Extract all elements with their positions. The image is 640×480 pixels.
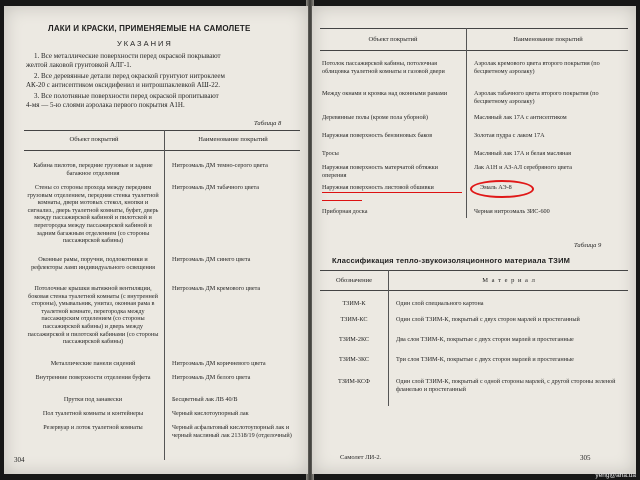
table-rule [24, 130, 300, 131]
table-cell-coating: Масляный лак 17А и белая масляная [474, 150, 571, 157]
table-cell-object: Потолок пассажирской кабины, потолочная облицовка туалетной комнаты и газовой двери [322, 60, 445, 75]
instruction-line: желтой лаковой грунтовкой АЛГ-1. [26, 61, 132, 69]
table-rule [24, 150, 300, 151]
table-cell-object: Наружная поверхность листовой обшивки [322, 184, 434, 191]
table-title: Классификация тепло-звукоизоляционного материала ТЗИМ [332, 256, 571, 265]
table-column-divider [388, 270, 389, 406]
instruction-line: 3. Все полотняные поверхности перед окраской пропитывают [34, 92, 219, 100]
red-underline [322, 200, 362, 201]
page-number: 305 [580, 454, 591, 462]
right-page [312, 6, 636, 474]
section-heading: УКАЗАНИЯ [117, 39, 173, 48]
table-cell-material: Два слоя ТЗИМ-К, покрытые с двух сторон марлей и простеганные [396, 336, 574, 343]
table-cell-coating: Черный асфальтовый кислотоупорный лак и черный масляный лак 21318/19 (отделочный) [172, 424, 292, 439]
table-rule [320, 28, 628, 29]
table-cell-coating: Лак А1Н и АЗ-АЛ серебряного цвета [474, 164, 573, 171]
table-cell-material: Один слой ТЗИМ-К, покрытый с двух сторон марлей и простеганный [396, 316, 580, 323]
table-cell-coating: Бесцветный лак ЛВ 40/В [172, 396, 238, 403]
table-cell-coating: Нитроэмаль ДМ белого цвета [172, 374, 251, 381]
table-cell-coating: Аэролак кремового цвета второго покрытия (по бесцветному аэролаку) [474, 60, 600, 75]
table-label: Таблица 8 [254, 120, 282, 127]
instruction-line: 2. Все деревянные детали перед окраской грунтуют нитроклеем [34, 72, 225, 80]
table-cell-coating: Черная нитроэмаль ЗИС-600 [474, 208, 550, 215]
table-cell-object: Стены со стороны прохода между передним грузовым отделением, передняя стенка туалетной комнаты, двери мотовых стекол, кнопки и сигнализ., дверь туалетной комнаты, буфет, дверь между пассажирской кабиной и пилотской и перегородка между пассажирской кабиной и задним багажным отделением (со стороны пассажирской кабины) [27, 184, 159, 245]
table-cell-coating: Масляный лак 17А с антисептиком [474, 114, 567, 121]
table-cell-material: Один слой ТЗИМ-К, покрытый с одной стороны марлей, с другой стороны зеленой фланелью и простеганный [396, 378, 616, 393]
red-underline [322, 192, 462, 193]
table-rule [320, 290, 628, 291]
table-rule [320, 50, 628, 51]
book-signature: Самолет ЛИ-2. [340, 454, 382, 461]
table-cell-coating: Аэролак табачного цвета второго покрытия (по бесцветному аэролаку) [474, 90, 599, 105]
table-cell-coating: Черный кислотоупорный лак [172, 410, 249, 417]
table-header-object: Объект покрытий [368, 36, 418, 43]
instruction-line: АК-20 с антисептиком оксидифенил и нитрошпаклевкой АШ-22. [26, 81, 220, 89]
table-cell-coating: Нитроэмаль ДМ синего цвета [172, 256, 251, 263]
table-cell-coating: Нитроэмаль ДМ кремового цвета [172, 285, 261, 292]
table-cell-object: Прутки под занавески [63, 396, 123, 403]
table-cell-object: Наружная поверхность матерчатой обтяжки оперения [322, 164, 438, 179]
instruction-line: 1. Все металлические поверхности перед окраской покрывают [34, 52, 221, 60]
table-cell-code: ТЗИМ-К [342, 300, 366, 307]
table-cell-object: Резервуар и лоток туалетной комнаты [43, 424, 143, 431]
table-cell-object: Оконные рамы, поручни, подлокотники и рефлекторы ламп индивидуального освещения [31, 256, 155, 271]
left-page [4, 6, 308, 474]
table-cell-object: Потолочные крышки вытяжной вентиляции, боковая стенка туалетной комнаты (с внутренней стороны), умывальник, унитаз, оконная рама в туалетной комнате, перегородка между пассажирским отделением (со стороны пассажирской кабины) и дверь между пассажирской и пилотской кабинами (со стороны пассажирской кабины) [27, 285, 159, 346]
table-cell-material: Один слой специального картона [396, 300, 484, 307]
table-cell-object: Тросы [322, 150, 339, 157]
table-header-material: М а т е р и а л [482, 277, 536, 284]
table-cell-code: ТЗИМ-2КС [338, 336, 370, 343]
table-cell-object: Наружная поверхность бензиновых баков [322, 132, 433, 139]
table-cell-object: Кабина пилотов, передние грузовые и задние багажное отделения [33, 162, 153, 177]
table-cell-object: Между окнами и кромка над оконными рамами [322, 90, 448, 97]
table-header-coating: Наименование покрытий [513, 36, 583, 43]
table-rule [320, 270, 628, 271]
table-cell-code: ТЗИМ-КСФ [338, 378, 370, 385]
table-cell-coating: Нитроэмаль ДМ коричневого цвета [172, 360, 266, 367]
watermark: yeng@aha.ua [595, 472, 636, 479]
page-title: ЛАКИ И КРАСКИ, ПРИМЕНЯЕМЫЕ НА САМОЛЕТЕ [48, 24, 251, 33]
table-header-object: Объект покрытий [69, 136, 119, 143]
table-cell-object: Приборная доска [322, 208, 368, 215]
instruction-line: 4-мя — 5-ю слоями аэролака первого покрытия А1Н. [26, 101, 185, 109]
table-cell-material: Три слоя ТЗИМ-К, покрытые с двух сторон марлей и простеганные [396, 356, 574, 363]
table-cell-object: Пол туалетной комнаты и контейнеры [42, 410, 144, 417]
table-cell-object: Металлические панели сидений [50, 360, 136, 367]
table-column-divider [164, 130, 165, 460]
table-cell-coating: Нитроэмаль ДМ табачного цвета [172, 184, 260, 191]
table-cell-code: ТЗИМ-КС [340, 316, 368, 323]
table-cell-coating: Эмаль АЭ-8 [480, 184, 512, 191]
table-cell-coating: Нитроэмаль ДМ темно-серого цвета [172, 162, 268, 169]
table-header-coating: Наименование покрытий [198, 136, 268, 143]
table-label: Таблица 9 [574, 242, 602, 249]
page-number: 304 [14, 456, 25, 464]
table-cell-code: ТЗИМ-3КС [338, 356, 370, 363]
table-header-code: Обозначение [336, 277, 372, 284]
table-cell-object: Внутренние поверхности отделения буфета [35, 374, 151, 381]
table-column-divider [466, 28, 467, 218]
table-cell-coating: Золотая пудра с лаком 17А [474, 132, 545, 139]
table-cell-object: Деревянные полы (кроме пола уборной) [322, 114, 428, 121]
